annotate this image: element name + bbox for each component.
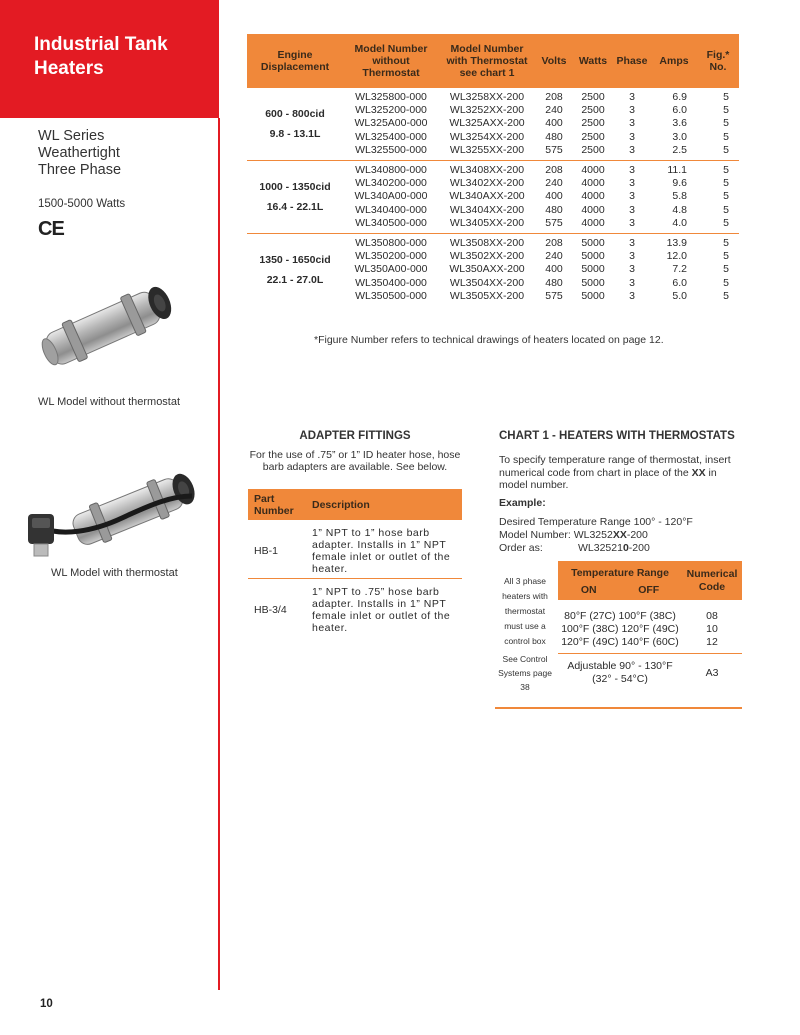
- value-with: WL3255XX-200: [449, 143, 525, 156]
- cell-volts: [535, 234, 573, 307]
- header-text: Code: [698, 580, 726, 593]
- value-watts: 2500: [581, 91, 605, 103]
- sidebar-divider: [218, 118, 220, 990]
- adapter-header-row: [248, 489, 462, 520]
- example-label: Example:: [499, 497, 546, 509]
- order-label: Order as:: [499, 542, 543, 554]
- cell-fig: [697, 234, 739, 307]
- header-with: [439, 34, 535, 88]
- value-phase: 3: [629, 177, 635, 190]
- header-part-number: [248, 489, 306, 520]
- header-text: Part: [254, 492, 275, 505]
- value-volts: 240: [545, 177, 563, 190]
- title-line-1: Industrial Tank: [34, 34, 168, 55]
- header-amps: Amps: [651, 34, 697, 88]
- value-volts: 400: [545, 263, 563, 276]
- header-on: ON: [580, 584, 597, 596]
- header-numerical-code: [682, 561, 742, 600]
- value-with: WL340AXX-200: [449, 190, 525, 203]
- range-on: 120°F (49C): [561, 636, 619, 648]
- adapter-fittings-intro: For the use of .75” or 1” ID heater hose, hose barb adapters are available. See below.: [249, 449, 461, 473]
- value-volts: 208: [545, 237, 563, 250]
- value-amps: 6.0: [672, 104, 687, 117]
- page-number: 10: [40, 998, 53, 1010]
- value-amps: 5.0: [672, 289, 687, 302]
- value-with: WL325AXX-200: [449, 117, 525, 130]
- chart1-bottom-rule: [495, 707, 742, 709]
- chart1-intro: [499, 454, 739, 492]
- value-without: WL350400-000: [355, 276, 427, 289]
- value-amps: 6.9: [672, 91, 687, 103]
- displacement-cell: [247, 88, 343, 161]
- value-fig: 5: [723, 190, 729, 203]
- caption-without-thermostat: WL Model without thermostat: [38, 396, 181, 408]
- cell-amps: [651, 88, 697, 161]
- value-fig: 5: [723, 250, 729, 263]
- value-amps: 2.5: [672, 143, 687, 156]
- displacement-cid: 1350 - 1650cid: [259, 254, 331, 267]
- header-fig: [697, 34, 739, 88]
- control-systems-note: See Control Systems page 38: [498, 654, 552, 692]
- value-amps: 13.9: [666, 237, 687, 250]
- figure-footnote: *Figure Number refers to technical drawings of heaters located on page 12.: [314, 334, 664, 346]
- order-suffix: -200: [628, 542, 650, 554]
- temp-ranges-row: [558, 600, 742, 654]
- value-phase: 3: [629, 276, 635, 289]
- value-phase: 3: [629, 130, 635, 143]
- header-phase: Phase: [613, 34, 651, 88]
- control-box-note: All 3 phase heaters with thermostat must use a control box: [502, 576, 548, 646]
- value-fig: 5: [723, 177, 729, 190]
- value-with: WL3258XX-200: [449, 91, 525, 103]
- header-volts: Volts: [535, 34, 573, 88]
- example-order: [499, 542, 693, 555]
- adapter-table: [248, 489, 462, 637]
- value-fig: 5: [723, 237, 729, 250]
- heater-without-thermostat-image: [30, 268, 190, 380]
- range-code: 10: [706, 623, 718, 635]
- value-volts: 480: [545, 130, 563, 143]
- value-fig: 5: [723, 164, 729, 177]
- adjustable-code: A3: [682, 654, 742, 691]
- value-phase: 3: [629, 117, 635, 130]
- value-watts: 4000: [581, 203, 605, 216]
- example-model: [499, 529, 693, 542]
- table-header-row: [247, 34, 739, 88]
- cell-without: [343, 234, 439, 307]
- value-phase: 3: [629, 216, 635, 229]
- value-amps: 9.6: [672, 177, 687, 190]
- range-line: [558, 636, 682, 649]
- value-amps: 12.0: [666, 250, 687, 263]
- cell-watts: [573, 88, 613, 161]
- cell-without: [343, 88, 439, 161]
- range-line: [558, 623, 682, 636]
- cell-with: [439, 234, 535, 307]
- header-text: Temperature Range: [571, 567, 669, 579]
- header-text: Number: [254, 504, 294, 517]
- part-number: HB-3/4: [248, 579, 306, 638]
- value-without: WL350200-000: [355, 250, 427, 263]
- adapter-fittings-title: ADAPTER FITTINGS: [299, 430, 411, 442]
- title-block: [0, 0, 219, 118]
- range-code: 12: [706, 636, 718, 648]
- value-without: WL325400-000: [355, 130, 427, 143]
- value-fig: 5: [723, 143, 729, 156]
- adapter-row: [248, 520, 462, 579]
- adjustable-row: [558, 654, 742, 691]
- value-watts: 2500: [581, 117, 605, 130]
- range-off: 100°F (38C): [618, 610, 676, 622]
- range-on: 100°F (38C): [561, 623, 619, 635]
- cell-fig: [697, 88, 739, 161]
- displacement-cid: 600 - 800cid: [265, 108, 325, 120]
- displacement-cell: [247, 161, 343, 234]
- temp-codes: [682, 600, 742, 654]
- series-line-1: WL Series: [38, 128, 105, 144]
- temp-header-row: [558, 561, 742, 600]
- value-fig: 5: [723, 289, 729, 302]
- value-with: WL350AXX-200: [449, 263, 525, 276]
- value-phase: 3: [629, 164, 635, 177]
- value-without: WL325A00-000: [354, 117, 428, 130]
- header-text: Thermostat: [362, 67, 420, 79]
- header-without: [343, 34, 439, 88]
- displacement-cid: 1000 - 1350cid: [259, 181, 331, 194]
- value-watts: 4000: [581, 164, 605, 177]
- header-description: Description: [306, 489, 462, 520]
- heater-with-thermostat-image: [22, 466, 217, 566]
- value-watts: 4000: [581, 190, 605, 203]
- header-text: Model Number: [450, 43, 524, 55]
- value-with: WL3405XX-200: [449, 216, 525, 229]
- temperature-code-table: [558, 561, 742, 690]
- value-phase: 3: [629, 250, 635, 263]
- value-volts: 575: [545, 216, 563, 229]
- value-without: WL340800-000: [355, 164, 427, 177]
- value-phase: 3: [629, 263, 635, 276]
- value-watts: 2500: [581, 130, 605, 143]
- value-with: WL3408XX-200: [449, 164, 525, 177]
- cell-without: [343, 161, 439, 234]
- value-without: WL350500-000: [355, 289, 427, 302]
- cell-volts: [535, 88, 573, 161]
- value-with: WL3404XX-200: [449, 203, 525, 216]
- header-text: see chart 1: [459, 67, 515, 79]
- value-without: WL325200-000: [355, 104, 427, 117]
- value-volts: 208: [545, 91, 563, 103]
- header-off: OFF: [638, 584, 660, 596]
- example-range: Desired Temperature Range 100° - 120°F: [499, 516, 693, 528]
- value-amps: 3.6: [672, 117, 687, 130]
- value-amps: 11.1: [667, 164, 687, 177]
- value-without: WL340A00-000: [354, 190, 428, 203]
- value-without: WL340500-000: [355, 216, 427, 229]
- value-phase: 3: [629, 203, 635, 216]
- value-fig: 5: [723, 216, 729, 229]
- header-text: Displacement: [260, 61, 330, 73]
- series-line-2: Weathertight: [38, 145, 120, 161]
- value-without: WL325800-000: [355, 91, 427, 103]
- value-with: WL3502XX-200: [449, 250, 525, 263]
- header-text: Fig.*: [706, 49, 730, 61]
- range-on: 80°F (27C): [564, 610, 616, 622]
- adapter-row: [248, 579, 462, 638]
- adjustable-line-1: Adjustable 90° - 130°F: [567, 660, 673, 672]
- header-text: Engine: [277, 49, 313, 61]
- displacement-liters: 9.8 - 13.1L: [269, 128, 321, 140]
- value-without: WL325500-000: [355, 143, 427, 156]
- value-with: WL3254XX-200: [449, 130, 525, 143]
- table-row-group: [247, 161, 739, 234]
- header-text: Model Number: [354, 43, 428, 55]
- value-amps: 6.0: [672, 276, 687, 289]
- value-volts: 400: [545, 117, 563, 130]
- value-with: WL3504XX-200: [449, 276, 525, 289]
- value-volts: 480: [545, 203, 563, 216]
- cell-with: [439, 88, 535, 161]
- value-phase: 3: [629, 143, 635, 156]
- order-bold: 0: [622, 542, 629, 554]
- temp-ranges: [558, 600, 682, 654]
- value-fig: 5: [723, 91, 729, 103]
- intro-text: in model number.: [499, 466, 717, 491]
- value-fig: 5: [723, 130, 729, 143]
- value-volts: 400: [545, 190, 563, 203]
- example-lines: [499, 516, 693, 555]
- series-line-3: Three Phase: [38, 162, 122, 178]
- value-watts: 4000: [581, 177, 605, 190]
- header-temp-range: [558, 561, 682, 600]
- header-text: with Thermostat: [446, 55, 528, 67]
- value-watts: 5000: [581, 250, 605, 263]
- part-description: 1” NPT to .75” hose barb adapter. Installs in 1” NPT female inlet or outlet of the heater.: [306, 579, 462, 638]
- value-phase: 3: [629, 289, 635, 302]
- cell-watts: [573, 161, 613, 234]
- intro-bold: XX: [691, 466, 706, 479]
- displacement-liters: 22.1 - 27.0L: [266, 274, 324, 287]
- value-without: WL340200-000: [355, 177, 427, 190]
- adjustable-line-2: (32° - 54°C): [592, 673, 648, 685]
- header-text: Numerical: [686, 567, 738, 580]
- model-suffix: -200: [626, 529, 648, 541]
- cell-watts: [573, 234, 613, 307]
- chart1-title: CHART 1 - HEATERS WITH THERMOSTATS: [499, 430, 735, 442]
- table-row-group: [247, 88, 739, 161]
- value-fig: 5: [723, 276, 729, 289]
- range-line: [558, 610, 682, 623]
- value-amps: 3.0: [672, 130, 687, 143]
- header-displacement: [247, 34, 343, 88]
- value-without: WL350A00-000: [354, 263, 428, 276]
- on-off-row: [560, 584, 680, 597]
- value-phase: 3: [629, 190, 635, 203]
- caption-with-thermostat: WL Model with thermostat: [51, 567, 178, 579]
- intro-text: To specify temperature range of thermostat, insert numerical code from chart in place of the: [499, 454, 731, 479]
- value-amps: 4.8: [672, 203, 687, 216]
- value-volts: 575: [545, 289, 563, 302]
- value-with: WL3402XX-200: [449, 177, 525, 190]
- series-name: [38, 128, 121, 179]
- displacement-liters: 16.4 - 22.1L: [266, 201, 324, 214]
- value-watts: 4000: [581, 216, 605, 229]
- value-without: WL340400-000: [355, 203, 427, 216]
- range-code: 08: [706, 610, 718, 622]
- value-with: WL3252XX-200: [449, 104, 525, 117]
- header-watts: Watts: [573, 34, 613, 88]
- adjustable-range: [558, 654, 682, 691]
- value-with: WL3505XX-200: [449, 289, 525, 302]
- cell-volts: [535, 161, 573, 234]
- cell-amps: [651, 234, 697, 307]
- value-without: WL350800-000: [355, 237, 427, 250]
- value-with: WL3508XX-200: [449, 237, 525, 250]
- ce-mark-icon: CE: [38, 218, 64, 240]
- value-volts: 240: [545, 104, 563, 117]
- cell-phase: [613, 88, 651, 161]
- wattage-range: 1500-5000 Watts: [38, 198, 126, 210]
- value-fig: 5: [723, 104, 729, 117]
- value-watts: 5000: [581, 276, 605, 289]
- cell-phase: [613, 161, 651, 234]
- header-text: without: [372, 55, 410, 67]
- model-table: [247, 34, 739, 306]
- cell-fig: [697, 161, 739, 234]
- cell-phase: [613, 234, 651, 307]
- cell-amps: [651, 161, 697, 234]
- title-line-2: Heaters: [34, 58, 104, 79]
- value-phase: 3: [629, 104, 635, 117]
- value-fig: 5: [723, 117, 729, 130]
- page-title: [34, 33, 168, 81]
- header-text: No.: [709, 61, 727, 73]
- value-amps: 5.8: [672, 190, 687, 203]
- range-off: 140°F (60C): [621, 636, 679, 648]
- value-volts: 208: [545, 164, 563, 177]
- model-bold: XX: [612, 529, 627, 541]
- value-volts: 240: [545, 250, 563, 263]
- value-phase: 3: [629, 91, 635, 103]
- part-description: 1” NPT to 1” hose barb adapter. Installs in 1” NPT female inlet or outlet of the heater.: [312, 527, 451, 575]
- value-fig: 5: [723, 263, 729, 276]
- order-prefix: WL32521: [578, 542, 623, 554]
- value-watts: 2500: [581, 104, 605, 117]
- part-number: HB-1: [254, 545, 278, 557]
- value-volts: 575: [545, 143, 563, 156]
- value-watts: 2500: [581, 143, 605, 156]
- cell-with: [439, 161, 535, 234]
- value-amps: 7.2: [672, 263, 687, 276]
- value-watts: 5000: [581, 289, 605, 302]
- value-amps: 4.0: [672, 216, 687, 229]
- range-off: 120°F (49C): [621, 623, 679, 635]
- value-fig: 5: [723, 203, 729, 216]
- model-prefix: Model Number: WL3252: [499, 529, 613, 541]
- displacement-cell: [247, 234, 343, 307]
- value-phase: 3: [629, 237, 635, 250]
- value-volts: 480: [545, 276, 563, 289]
- table-row-group: [247, 234, 739, 307]
- value-watts: 5000: [581, 237, 605, 250]
- value-watts: 5000: [581, 263, 605, 276]
